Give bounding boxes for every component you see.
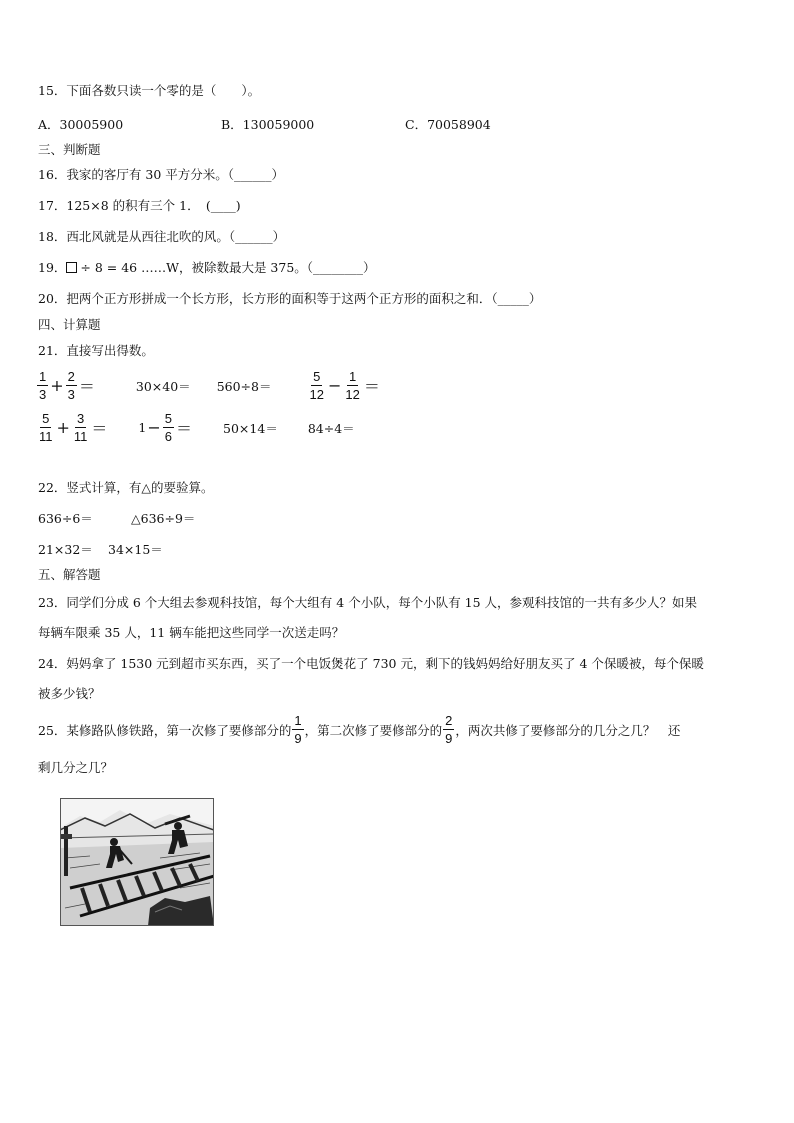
section-title-calculation: 四、计算题 bbox=[38, 317, 101, 332]
question-25-line-1: 25．某修路队修铁路，第一次修了要修部分的 $\frac{1}{9}$ ，第二次修了要修部分的 $\frac{2}{9}$ ，两次共修了要修部分的几分之几？ 还 bbox=[38, 713, 681, 746]
fraction: $\frac{5}{11}$ bbox=[39, 411, 53, 444]
fraction: $\frac{5}{6}$ bbox=[164, 411, 173, 444]
question-25-line-2: 剩几分之几？ bbox=[38, 760, 114, 775]
expression: 50×14＝ bbox=[223, 420, 278, 436]
expression: 30×40＝ bbox=[135, 378, 191, 394]
fraction: $\frac{1}{3}$ bbox=[39, 369, 47, 402]
section-title-judgement: 三、判断题 bbox=[38, 142, 101, 157]
fraction: $\frac{1}{9}$ bbox=[294, 713, 302, 746]
q22-expression-4: 34×15＝ bbox=[108, 542, 163, 557]
question-21: 21．直接写出得数。 bbox=[38, 343, 154, 358]
fraction: $\frac{3}{11}$ bbox=[73, 411, 88, 444]
fraction: $\frac{2}{3}$ bbox=[67, 369, 75, 402]
question-23-line-1: 23．同学们分成 6 个大组去参观科技馆，每个大组有 4 个小队，每个小队有 15 人，参观科技馆的一共有多少人？如果 bbox=[38, 595, 698, 610]
question-19 bbox=[38, 260, 376, 276]
question-20: 20．把两个正方形拼成一个长方形，长方形的面积等于这两个正方形的面积之和．（_____） bbox=[38, 291, 542, 306]
q22-expression-2: △636÷9＝ bbox=[131, 511, 196, 526]
question-24-line-1: 24．妈妈拿了 1530 元到超市买东西，买了一个电饭煲花了 730 元，剩下的钱妈妈给好朋友买了 4 个保暖被，每个保暖 bbox=[38, 656, 704, 671]
question-23-line-2: 每辆车限乘 35 人，11 辆车能把这些同学一次送走吗？ bbox=[38, 625, 345, 640]
question-15: 15．下面各数只读一个零的是（ ）。 bbox=[38, 83, 261, 98]
option-a: A．30005900 bbox=[38, 117, 124, 132]
question-number: 19． bbox=[38, 260, 67, 275]
q21-row-1: $\frac{1}{3}$ + $\frac{2}{3}$ ＝ 30×40＝ 560÷8＝ $\frac{5}{12}$ − $\frac{1}{12}$ ＝ bbox=[39, 369, 380, 402]
railway-workers-illustration bbox=[60, 798, 214, 926]
question-19-text: ÷ 8 = 46 ……W，被除数最大是 375。（________） bbox=[80, 260, 376, 275]
fraction: $\frac{2}{9}$ bbox=[445, 713, 453, 746]
question-16: 16．我家的客厅有 30 平方分米。（______） bbox=[38, 167, 285, 182]
q22-expression-3: 21×32＝ bbox=[38, 542, 93, 557]
section-title-word-problems: 五、解答题 bbox=[38, 567, 101, 582]
fraction: $\frac{1}{12}$ bbox=[345, 369, 360, 402]
fraction: $\frac{5}{12}$ bbox=[309, 369, 324, 402]
question-18: 18．西北风就是从西往北吹的风。（______） bbox=[38, 229, 286, 244]
question-22: 22．竖式计算，有△的要验算。 bbox=[38, 480, 214, 495]
q21-row-2: $\frac{5}{11}$ + $\frac{3}{11}$ ＝ 1 − $\frac{5}{6}$ ＝ 50×14＝ 84÷4＝ bbox=[39, 411, 355, 444]
empty-box-icon bbox=[66, 262, 77, 273]
option-c: C．70058904 bbox=[405, 117, 491, 132]
question-24-line-2: 被多少钱？ bbox=[38, 686, 101, 701]
option-b: B．130059000 bbox=[221, 117, 315, 132]
question-17: 17．125×8 的积有三个 1． (____) bbox=[38, 198, 241, 213]
expression: 560÷8＝ bbox=[216, 378, 272, 394]
expression: 84÷4＝ bbox=[307, 420, 355, 436]
q22-expression-1: 636÷6＝ bbox=[38, 511, 93, 526]
